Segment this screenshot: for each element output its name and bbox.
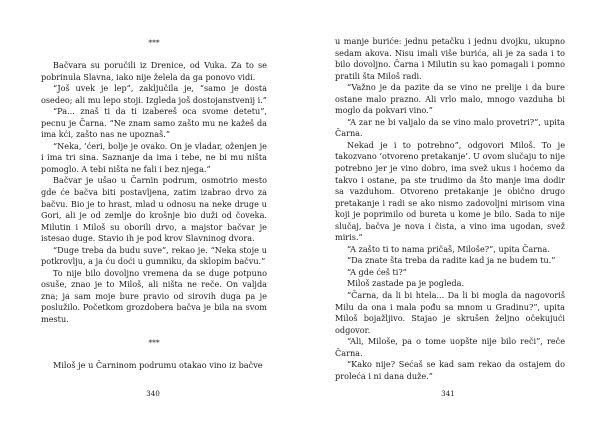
paragraph: “Čarna, da li bi htela... Da li bi mogla da nagovoriš Milu da ona i mala pođu sa mnom u Gradinu?”, upita Miloš bojažljivo. Stajao je skrušen željno očekujući odgovor. <box>335 290 565 335</box>
paragraph: “A gde ćeš ti?” <box>347 266 407 277</box>
paragraph: u manje buriće: jednu petačku i jednu dvojku, ukupno sedam akova. Nisu imali više burića, ali je za sada i to bilo dovoljno. Čarna i Milutin su kao pomagali i pomno pratili šta Miloš radi. <box>335 36 565 81</box>
section-separator-top: *** <box>148 38 160 47</box>
paragraph: “A zar ne bi valjalo da se vino malo provetri?”, upita Čarna. <box>335 116 565 139</box>
paragraph: Nekad je i to potrebno”, odgovori Miloš. To je takozvano ‘otvoreno pretakanje’. U ovom slučaju to nije potrebno jer je vino dobro, ima svež ukus i hoćemo da takvo i ostane, pa ste trudimo da što manje ima dodir sa vazduhom. Otvoreno pretakanje je obično drugo pretakanje i radi se ako nismo zadovoljni mirisom vina koji je poprimilo od bureta u kome je bilo. Sada to nije slučaj, bačva je nova i čista, a vino ima ugodan, svež miris.” <box>335 139 565 243</box>
section-separator-mid: *** <box>148 338 160 348</box>
paragraph: “Još uvek je lep”, zaključila je, “samo je dosta osedeo; ali mu lepo stoji. Izgleda još dostojanstvenij i.” <box>41 83 267 105</box>
paragraph: Bačvara su poručili iz Drenice, od Vuka. Za to se pobrinula Slavna, iako nije želela da ga ponovo vidi. <box>41 60 267 82</box>
page-number-left: 340 <box>146 389 160 398</box>
paragraph: “Neka, ’ćeri, bolje je ovako. On je vladar, oženjen je i ima tri sina. Saznanje da ima i tebe, ne bi mu ništa pomoglo. A tebi ništa ne fali i bez njega.” <box>41 140 267 174</box>
paragraph: “Kako nije? Sećaš se kad sam rekao da ostajem do proleća i ni dana duže.” <box>335 359 565 381</box>
page-number-right: 341 <box>441 389 455 398</box>
paragraph: “Ali, Miloše, pa o tome uopšte nije bilo reči”, reče Čarna. <box>335 336 565 358</box>
paragraph: Miloš je u Čarninom podrumu otakao vino iz bačve <box>53 360 263 371</box>
paragraph: Miloš zastade pa je pogleda. <box>347 278 465 289</box>
paragraph: “Da znate šta treba da radite kad ja ne budem tu.” <box>347 255 556 266</box>
paragraph: “A zašto ti to nama pričaš, Miloše?”, upita Čarna. <box>347 243 550 254</box>
right-page <box>300 0 600 424</box>
paragraph: “Pa... znaš ti da ti izabereš oca svome detetu”, pecnu je Čarna. “Ne znam samo zašto mu ne kažeš da ima kći, zašto nas ne upoznaš.” <box>41 106 267 140</box>
paragraph: “Važno je da pazite da se vino ne prelije i da bure ostane malo prazno. Ali vrlo malo, mnogo vazduha bi moglo da pokvari vino.” <box>335 82 565 116</box>
left-page-text <box>41 60 267 372</box>
paragraph: To nije bilo dovoljno vremena da se duge potpuno osuše, znao je to Miloš, ali ništa ne reče. On valjda zna; ja sam moje bure pravio od sirovih duga pa je poslužilo. Početkom grozdobera bačva je bila na svom mestu. <box>41 267 267 325</box>
paragraph: “Duge treba da budu suve”, rekao je. “Neka stoje u potkrovlju, a ja ću doći u gumniku, da sklopim bačvu.” <box>41 244 267 267</box>
right-page-text <box>335 36 565 382</box>
paragraph: Bačvar je ušao u Čarnin podrum, osmotrio mesto gde će bačva biti postavljena, zatim izabrao drvo za bačvu. Bio je to hrast, mlad u odnosu na neke druge u Gori, ali je od zemlje do krošnje bio duži od čoveka. Milutin i Miloš su oborili drvo, a majstor bačvar je istesao duge. Stavio ih je pod krov Slavninog dvora. <box>41 175 267 244</box>
